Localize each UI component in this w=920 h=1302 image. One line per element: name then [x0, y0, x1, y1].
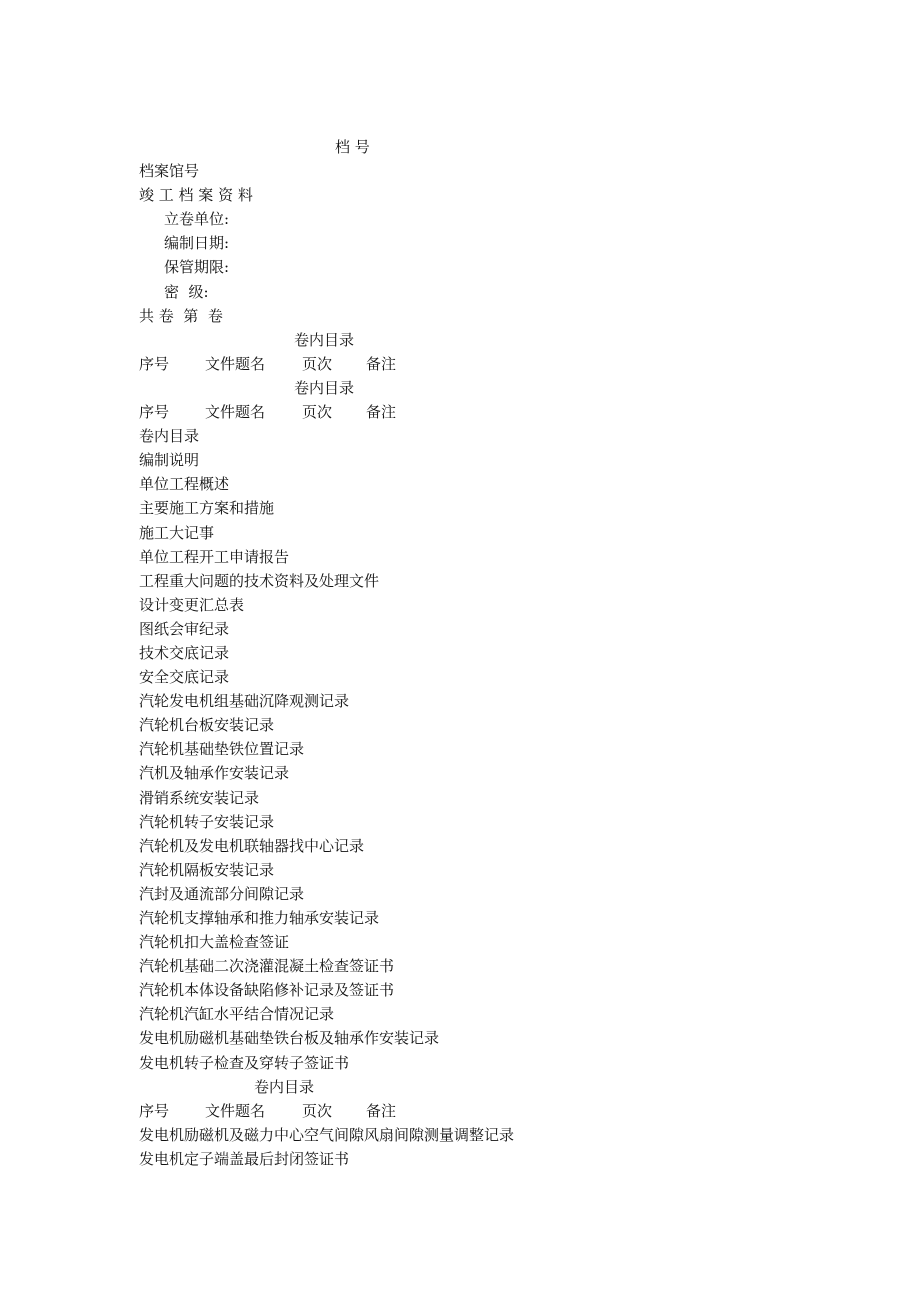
toc-title-1: 卷内目录	[294, 330, 355, 349]
header-seq: 序号	[139, 354, 170, 373]
list-item: 汽轮机扣大盖检查签证	[139, 933, 290, 952]
header-pages: 页次	[302, 403, 333, 422]
header-title: 文件题名	[205, 1101, 266, 1120]
header-pages: 页次	[302, 354, 333, 373]
toc-title-2: 卷内目录	[294, 378, 355, 397]
list-item: 单位工程开工申请报告	[139, 547, 290, 566]
list-item: 安全交底记录	[139, 668, 230, 687]
list-item: 汽轮机本体设备缺陷修补记录及签证书	[139, 981, 395, 1000]
list-item: 发电机励磁机基础垫铁台板及轴承作安装记录	[139, 1029, 440, 1048]
list-item: 汽轮机基础垫铁位置记录	[139, 740, 305, 759]
list-item: 工程重大问题的技术资料及处理文件	[139, 571, 380, 590]
list-item: 主要施工方案和措施	[139, 499, 275, 518]
list-item: 汽轮发电机组基础沉降观测记录	[139, 692, 350, 711]
header-remarks: 备注	[366, 354, 397, 373]
list-item: 发电机定子端盖最后封闭签证书	[139, 1149, 350, 1168]
file-number-label: 档 号	[335, 138, 370, 156]
list-item: 汽轮机基础二次浇灌混凝土检查签证书	[139, 957, 395, 976]
field-compile-date: 编制日期:	[164, 234, 230, 253]
list-item: 设计变更汇总表	[139, 595, 245, 614]
volume-line: 共 卷 第 卷	[139, 306, 223, 325]
header-remarks: 备注	[366, 1101, 397, 1120]
field-retention-period: 保管期限:	[164, 258, 230, 277]
header-pages: 页次	[302, 1101, 333, 1120]
toc-item-list-1	[139, 424, 839, 1075]
toc-item-list-2	[139, 1123, 839, 1171]
header-remarks: 备注	[366, 403, 397, 422]
table-header-1	[139, 352, 839, 376]
header-seq: 序号	[139, 403, 170, 422]
list-item: 技术交底记录	[139, 643, 230, 662]
list-item: 滑销系统安装记录	[139, 788, 260, 807]
list-item: 单位工程概述	[139, 475, 230, 494]
list-item: 施工大记事	[139, 523, 215, 542]
field-filing-unit: 立卷单位:	[164, 210, 230, 229]
completion-title: 竣 工 档 案 资 料	[139, 186, 253, 205]
list-item: 汽轮机汽缸水平结合情况记录	[139, 1005, 335, 1024]
archive-number-label: 档案馆号	[139, 162, 200, 181]
list-item: 汽轮机及发电机联轴器找中心记录	[139, 836, 365, 855]
header-title: 文件题名	[205, 403, 266, 422]
header-title: 文件题名	[205, 354, 266, 373]
list-item: 图纸会审纪录	[139, 619, 230, 638]
table-header-3	[139, 1099, 839, 1123]
document-body	[139, 135, 839, 1171]
list-item: 汽轮机隔板安装记录	[139, 860, 275, 879]
list-item: 汽轮机支撑轴承和推力轴承安装记录	[139, 909, 380, 927]
list-item: 发电机励磁机及磁力中心空气间隙风扇间隙测量调整记录	[139, 1125, 515, 1144]
toc-title-3: 卷内目录	[254, 1077, 315, 1096]
list-item: 汽机及轴承作安装记录	[139, 764, 290, 783]
list-item: 汽轮机转子安装记录	[139, 812, 275, 831]
field-security-level: 密 级:	[164, 282, 209, 301]
list-item: 汽封及通流部分间隙记录	[139, 884, 305, 903]
list-item: 卷内目录	[139, 427, 200, 446]
list-item: 汽轮机台板安装记录	[139, 716, 275, 735]
table-header-2	[139, 400, 839, 424]
list-item: 编制说明	[139, 451, 200, 470]
header-seq: 序号	[139, 1101, 170, 1120]
list-item: 发电机转子检查及穿转子签证书	[139, 1053, 350, 1072]
